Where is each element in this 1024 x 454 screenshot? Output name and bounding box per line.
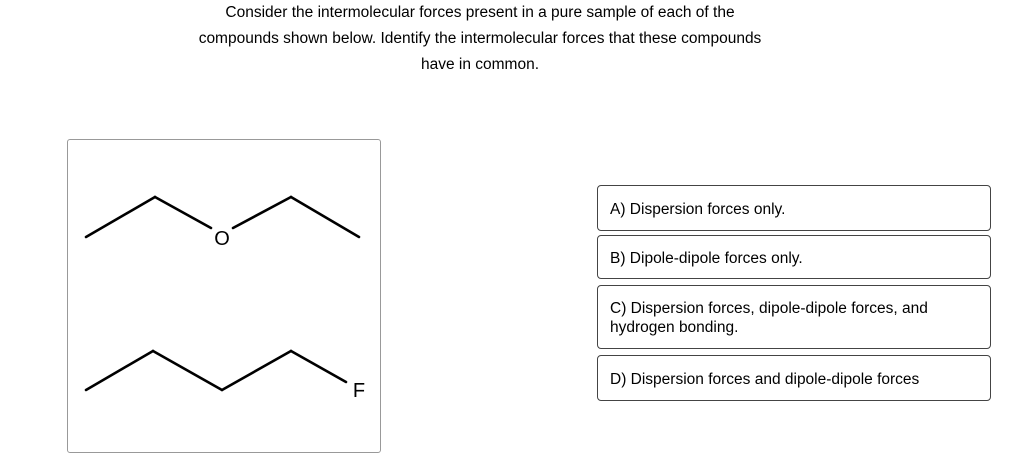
ether-bond-4 — [291, 197, 359, 237]
question-line-1: Consider the intermolecular forces present in a pure sample of each of the — [225, 4, 735, 21]
fluoropropane-structure — [86, 351, 346, 390]
fluoro-bond-2 — [153, 351, 222, 390]
question-line-2: compounds shown below. Identify the intermolecular forces that these compounds — [198, 30, 762, 47]
molecule-structures-panel — [67, 139, 381, 453]
oxygen-atom-label: O — [214, 228, 230, 250]
fluoro-bond-1 — [86, 351, 153, 390]
molecule-structures-drawing — [68, 140, 382, 454]
ether-bond-3 — [233, 197, 291, 228]
ether-bond-1 — [86, 197, 155, 237]
option-b[interactable]: B) Dipole-dipole forces only. — [597, 235, 991, 279]
question-text — [150, 0, 810, 78]
option-a[interactable]: A) Dispersion forces only. — [597, 185, 991, 231]
fluoro-bond-3 — [222, 351, 291, 390]
ether-bond-2 — [155, 197, 211, 228]
fluorine-atom-label: F — [352, 380, 366, 402]
option-d[interactable]: D) Dispersion forces and dipole-dipole forces — [597, 355, 991, 401]
fluoro-bond-4 — [291, 351, 346, 382]
option-c[interactable]: C) Dispersion forces, dipole-dipole forces, and hydrogen bonding. — [597, 285, 991, 349]
answer-options — [597, 185, 991, 401]
question-line-3: have in common. — [420, 56, 540, 73]
